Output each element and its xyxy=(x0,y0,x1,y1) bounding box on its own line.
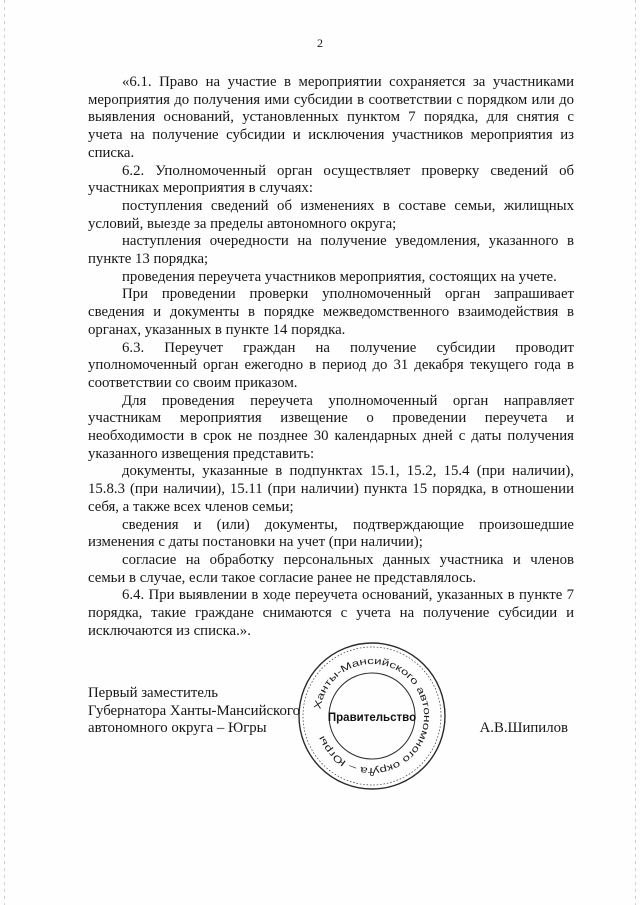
paragraph: документы, указанные в подпунктах 15.1, 15.2, 15.4 (при наличии), 15.8.3 (при наличии), 15.11 (при наличии) пункта 15 порядка, в отношении себя, а также всех членов семьи; xyxy=(88,463,574,515)
signer-title xyxy=(88,685,318,738)
page-number: 2 xyxy=(317,36,323,50)
paragraph: При проведении проверки уполномоченный орган запрашивает сведения и документы в порядке межведомственного взаимодействия в органах, указанных в пункте 14 порядка. xyxy=(88,286,574,338)
signer-title-line: автономного округа – Югры xyxy=(88,720,267,737)
paragraph: 6.2. Уполномоченный орган осуществляет проверку сведений об участниках мероприятия в случаях: xyxy=(88,162,574,197)
paragraph: согласие на обработку персональных данных участника и членов семьи в случае, если такое согласие ранее не представлялось. xyxy=(88,551,574,586)
seal-ring-text-path: Ханты-Мансийского автономного округа – Югры xyxy=(312,655,433,777)
seal-center-text: Правительство xyxy=(327,712,417,724)
signer-name: А.В.Шипилов xyxy=(479,720,568,736)
paragraph: наступления очередности на получение уведомления, указанного в пункте 13 порядка; xyxy=(88,233,574,268)
paragraph: 6.3. Переучет граждан на получение субсидии проводит уполномоченный орган ежегодно в период до 31 декабря текущего года в соответствии со своим приказом. xyxy=(88,339,574,391)
paragraph: поступления сведений об изменениях в составе семьи, жилищных условий, выезде за пределы автономного округа; xyxy=(88,197,574,232)
signer-title-line: Губернатора Ханты-Мансийского xyxy=(88,702,300,719)
paragraph: сведения и (или) документы, подтверждающие произошедшие изменения с даты постановки на учет (при наличии); xyxy=(88,516,574,551)
paragraph: Для проведения переучета уполномоченный орган направляет участникам мероприятия извещение о проведении переучета и необходимости в срок не позднее 30 календарных дней с даты получения указанного извещения представить: xyxy=(88,392,574,462)
paragraph: «6.1. Право на участие в мероприятии сохраняется за участниками мероприятия до получения ими субсидии в соответствии с порядком или до выявления оснований, установленных пунктом 7 порядка, для снятия с учета на получение субсидии и исключения участников мероприятия из списка. xyxy=(88,74,574,161)
signer-title-line: Первый заместитель xyxy=(88,685,219,701)
paragraph: проведения переучета участников мероприятия, состоящих на учете. xyxy=(122,268,557,285)
document-body xyxy=(88,74,574,641)
official-seal xyxy=(296,640,448,792)
paragraph: 6.4. При выявлении в ходе переучета оснований, указанных в пункте 7 порядка, такие граждане снимаются с учета на получение субсидии и исключаются из списка.». xyxy=(88,587,574,639)
